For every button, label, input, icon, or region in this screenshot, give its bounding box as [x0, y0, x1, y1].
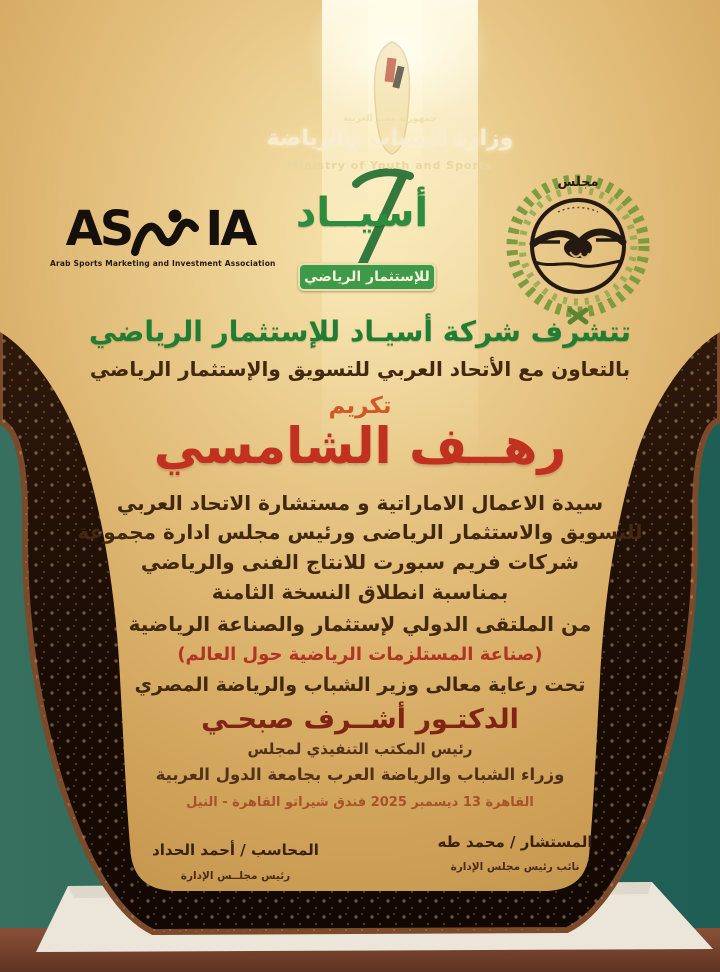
ministry-name-arabic: وزارة الشباب والرياضة	[266, 126, 514, 151]
intro-line-2: بالتعاون مع الأتحاد العربي للتسويق والإستثمار الرياضي	[89, 357, 631, 381]
ministry-country-line: جمهورية مصر العربية	[342, 114, 438, 124]
minister-title-2: وزراء الشباب والرياضة العرب بجامعة الدول العربية	[155, 765, 565, 784]
asma-acronym-end: IA	[205, 201, 255, 257]
signature-left-title: رئيس مجلــس الإدارة	[180, 870, 291, 882]
honoree-name: رهــف الشامسي	[153, 417, 567, 475]
takreem-line: تكريم	[328, 393, 392, 419]
asma-acronym-start: AS	[65, 201, 132, 257]
minister-name: الدكتـور أشــرف صبحـي	[201, 704, 519, 735]
asma-caption: Arab Sports Marketing and Investment Association	[50, 259, 276, 268]
intro-line-1: تتشرف شركة أسيـاد للإستثمار الرياضي	[88, 315, 632, 348]
body-line-5: من الملتقى الدولي لإستثمار والصناعة الرياضية	[128, 612, 592, 636]
body-line-1: سيدة الاعمال الاماراتية و مستشارة الاتحاد العربي	[116, 491, 604, 515]
body-line-4: بمناسبة انطلاق النسخة الثامنة	[211, 580, 509, 604]
minister-title-1: رئيس المكتب التنفيذي لمجلس	[247, 740, 473, 758]
council-label: مجلس	[557, 175, 599, 190]
body-line-3: شركات فريم سبورت للانتاج الفنى والرياضي	[140, 550, 580, 574]
event-date-location: القاهرة 13 ديسمبر 2025 فندق شيراتو القاهرة - النيل	[186, 795, 534, 810]
body-line-2: للتسويق والاستثمار الرياضى ورئيس مجلس ادارة مجموعة	[77, 520, 643, 544]
asyad-tagline-pill: للإستثمار الرياضي	[298, 263, 436, 291]
asyad-wordmark: أسيــاد	[295, 190, 429, 236]
signature-right-name: المستشار / محمد طه	[437, 833, 593, 851]
patronage-line: تحت رعاية معالى وزير الشباب والرياضة المصري	[134, 674, 586, 696]
signature-left-name: المحاسب / أحمد الحداد	[152, 841, 319, 859]
asma-logo	[50, 196, 276, 269]
theme-line: (صناعة المستلزمات الرياضية حول العالم)	[177, 644, 543, 665]
ministry-name-english: Ministry of Youth and Sports	[287, 159, 493, 172]
signature-right-title: نائب رئيس مجلس الإدارة	[450, 861, 580, 873]
asma-runner-icon	[131, 208, 205, 258]
